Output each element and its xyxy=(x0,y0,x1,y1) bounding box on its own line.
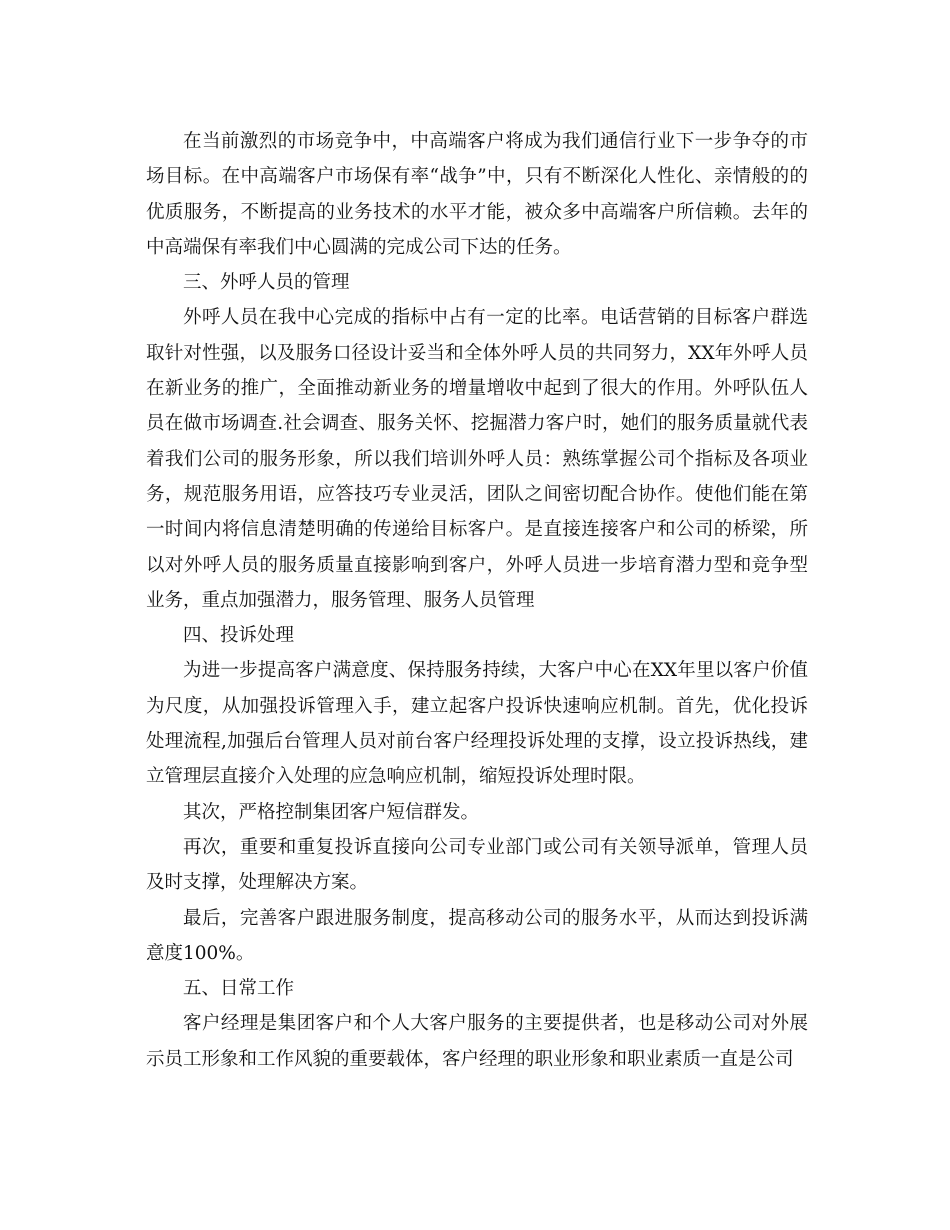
paragraph-daily-work: 客户经理是集团客户和个人大客户服务的主要提供者，也是移动公司对外展示员工形象和工作风貌的重要载体，客户经理的职业形象和职业素质一直是公司 xyxy=(146,1013,808,1070)
paragraph-complaints-third: 再次，重要和重复投诉直接向公司专业部门或公司有关领导派单，管理人员及时支撑，处理解决方案。 xyxy=(146,836,808,894)
paragraph-complaints-second: 其次，严格控制集团客户短信群发。 xyxy=(183,801,480,823)
section-heading-complaints: 四、投诉处理 xyxy=(183,625,295,647)
section-heading-outbound-staff: 三、外呼人员的管理 xyxy=(183,272,350,294)
document-body xyxy=(146,124,808,1077)
paragraph-complaints-first: 为进一步提高客户满意度、保持服务持续，大客户中心在XX年里以客户价值为尺度，从加强投诉管理入手，建立起客户投诉快速响应机制。首先，优化投诉处理流程,加强后台管理人员对前台客户经理投诉处理的支撑，设立投诉热线，建立管理层直接介入处理的应急响应机制，缩短投诉处理时限。 xyxy=(146,660,808,788)
section-heading-daily-work: 五、日常工作 xyxy=(183,978,295,1000)
paragraph-high-end-customers: 在当前激烈的市场竞争中，中高端客户将成为我们通信行业下一步争夺的市场目标。在中高端客户市场保有率“战争”中，只有不断深化人性化、亲情般的的优质服务，不断提高的业务技术的水平才能，被众多中高端客户所信赖。去年的中高端保有率我们中心圆满的完成公司下达的任务。 xyxy=(146,131,808,258)
paragraph-complaints-last: 最后，完善客户跟进服务制度，提高移动公司的服务水平，从而达到投诉满意度100%。 xyxy=(146,907,808,964)
paragraph-outbound-staff: 外呼人员在我中心完成的指标中占有一定的比率。电话营销的目标客户群选取针对性强，以及服务口径设计妥当和全体外呼人员的共同努力，XX年外呼人员在新业务的推广，全面推动新业务的增量增收中起到了很大的作用。外呼队伍人员在做市场调查.社会调查、服务关怀、挖掘潜力客户时，她们的服务质量就代表着我们公司的服务形象，所以我们培训外呼人员：熟练掌握公司个指标及各项业务，规范服务用语，应答技巧专业灵活，团队之间密切配合协作。使他们能在第一时间内将信息清楚明确的传递给目标客户。是直接连接客户和公司的桥梁，所以对外呼人员的服务质量直接影响到客户，外呼人员进一步培育潜力型和竞争型业务，重点加强潜力，服务管理、服务人员管理 xyxy=(146,307,808,611)
